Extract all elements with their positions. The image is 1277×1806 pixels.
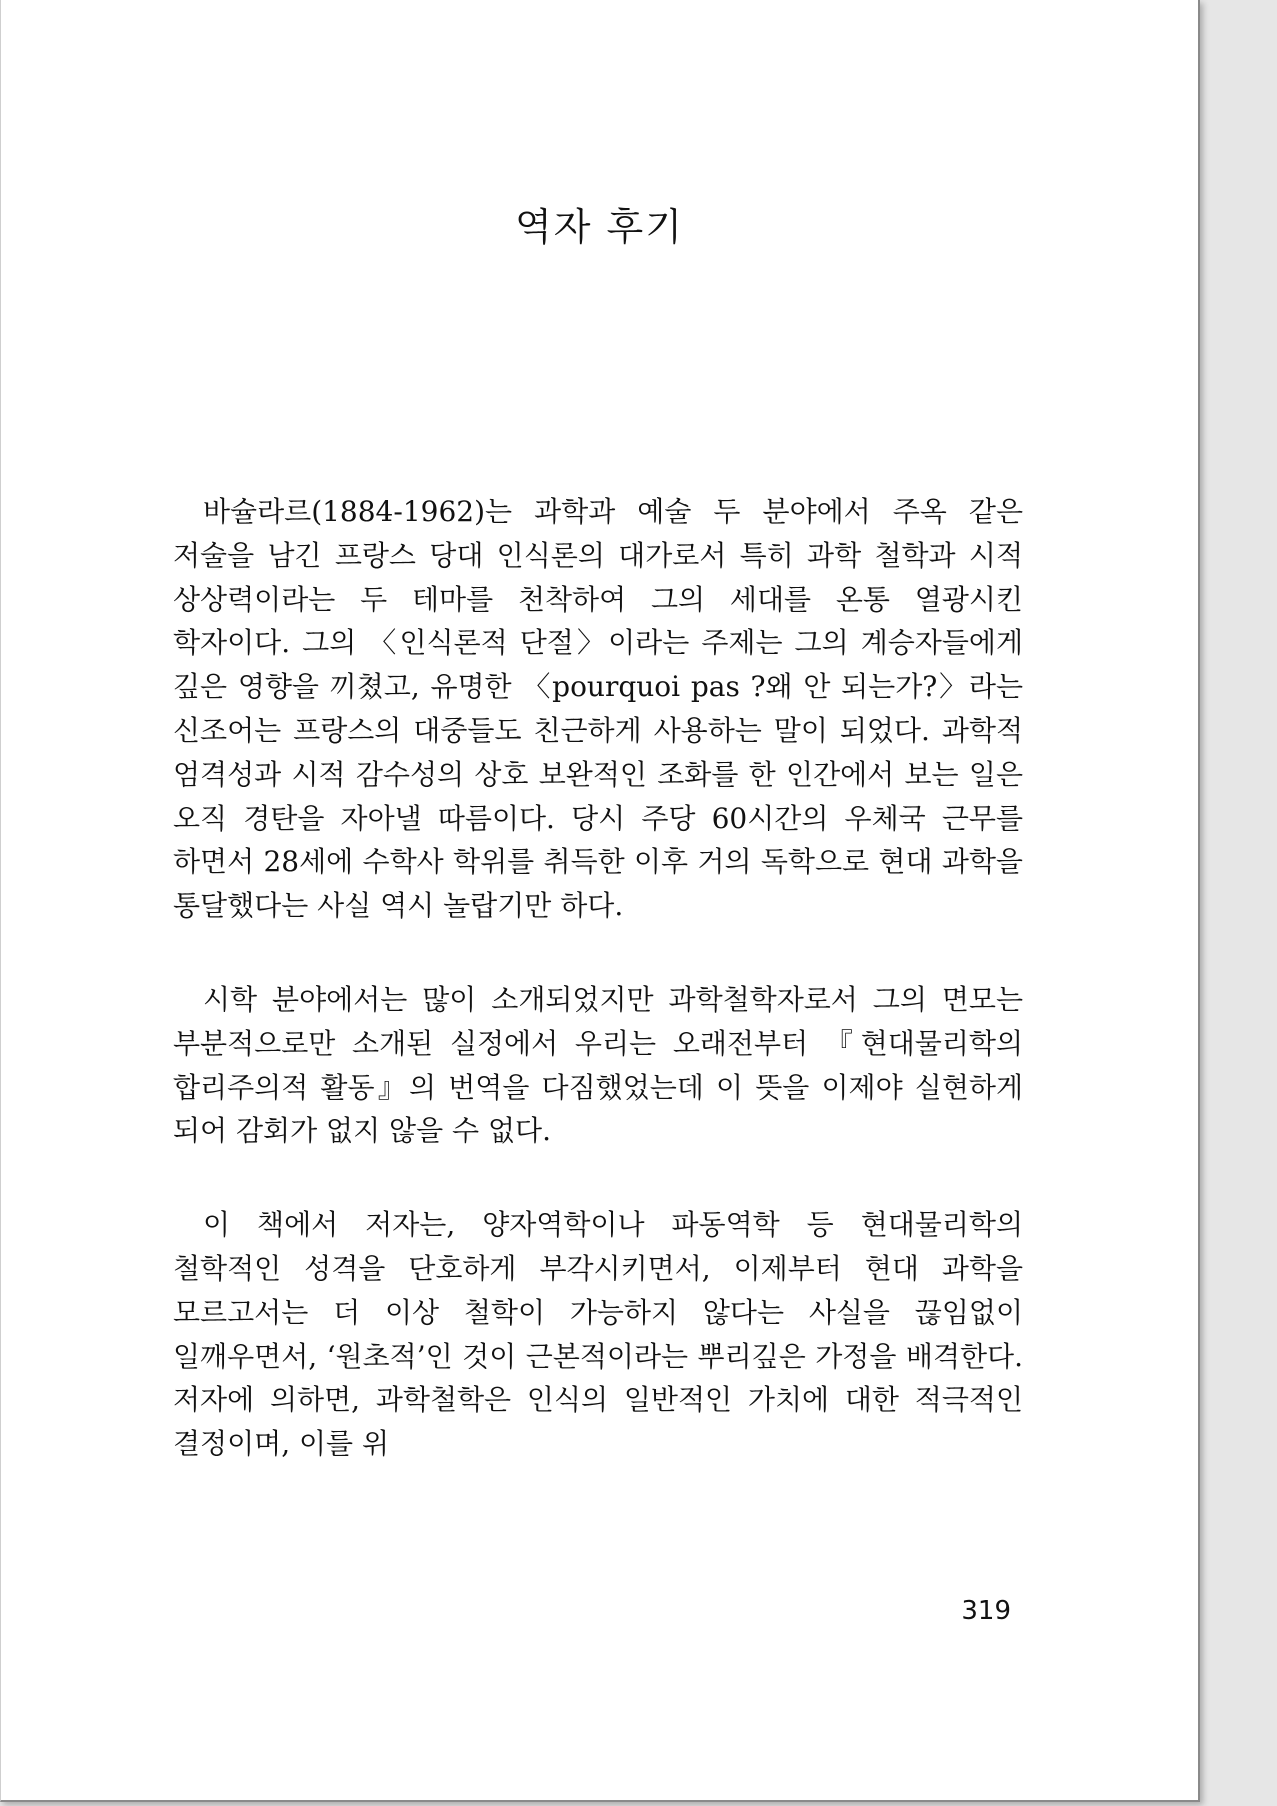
paragraph-3: 이 책에서 저자는, 양자역학이나 파동역학 등 현대물리학의 철학적인 성격을 단호하게 부각시키면서, 이제부터 현대 과학을 모르고서는 더 이상 철학이 가능하지 않다는 사실을 끊임없이 일깨우면서, ‘원초적’인 것이 근본적이라는 뿌리깊은 가정을 배격한다. 저자에 의하면, 과학철학은 인식의 일반적인 가치에 대한 적극적인 결정이며, 이를 위 (173, 1208, 1023, 1461)
page-title: 역자 후기 (515, 205, 684, 249)
page-number: 319 (961, 1596, 1011, 1626)
paragraph-1: 바슐라르(1884-1962)는 과학과 예술 두 분야에서 주옥 같은 저술을 남긴 프랑스 당대 인식론의 대가로서 특히 과학 철학과 시적 상상력이라는 두 테마를 천착하여 그의 세대를 온통 열광시킨 학자이다. 그의 〈인식론적 단절〉이라는 주제는 그의 계승자들에게 깊은 영향을 끼쳤고, 유명한 〈pourquoi pas ?왜 안 되는가?〉라는 신조어는 프랑스의 대중들도 친근하게 사용하는 말이 되었다. 과학적 엄격성과 시적 감수성의 상호 보완적인 조화를 한 인간에서 보는 일은 오직 경탄을 자아낼 따름이다. 당시 주당 60시간의 우체국 근무를 하면서 28세에 수학사 학위를 취득한 이후 거의 독학으로 현대 과학을 통달했다는 사실 역시 놀랍기만 하다. (173, 495, 1023, 923)
paragraph-2: 시학 분야에서는 많이 소개되었지만 과학철학자로서 그의 면모는 부분적으로만 소개된 실정에서 우리는 오래전부터 『현대물리학의 합리주의적 활동』의 번역을 다짐했었는데 이 뜻을 이제야 실현하게 되어 감회가 없지 않을 수 없다. (173, 982, 1023, 1148)
body-text (173, 490, 1023, 1516)
